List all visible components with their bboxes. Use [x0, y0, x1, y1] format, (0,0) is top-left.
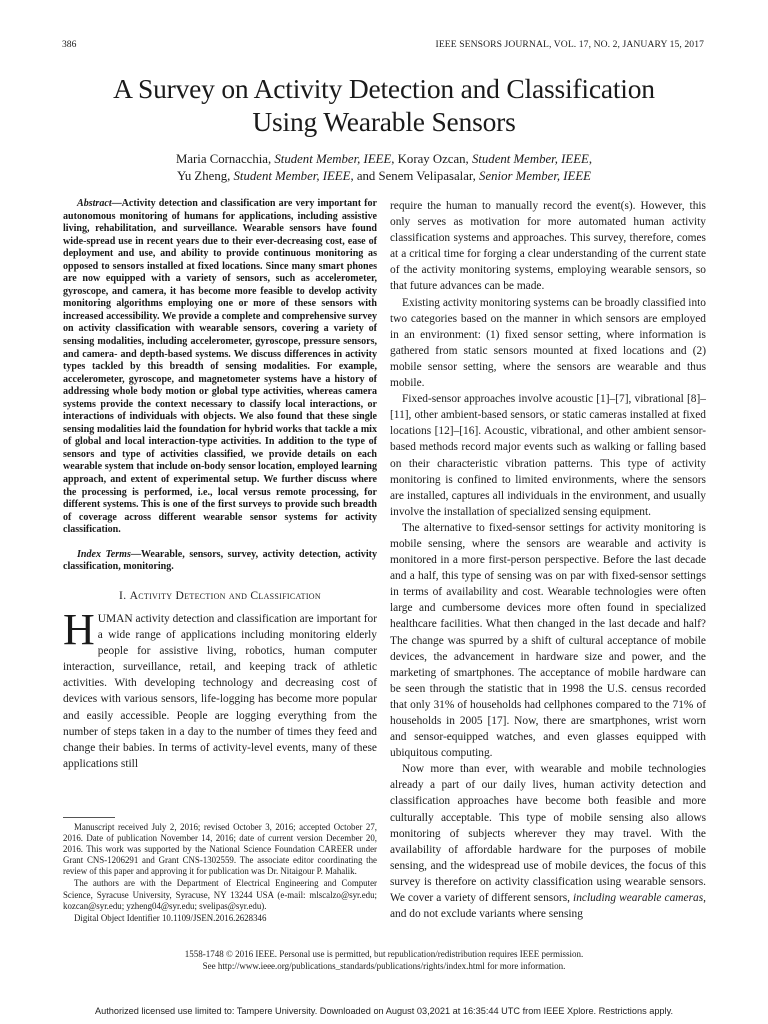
abstract	[63, 198, 377, 537]
body-paragraph	[390, 761, 706, 922]
footnote-rule	[63, 817, 115, 818]
intro-paragraph	[63, 604, 377, 772]
section-numeral: I.	[119, 588, 130, 602]
abstract-dash: —	[111, 198, 122, 209]
index-terms-label: Index Terms	[77, 548, 131, 560]
index-terms-text: Wearable, sensors, survey, activity detection, activity classification, monitoring.	[63, 548, 377, 573]
index-terms	[63, 549, 377, 574]
abstract-text: Activity detection and classification are very important for autonomous monitoring of humans for applications, including assistive living, rehabilitation, and surveillance. Wearable sensors have found wide-spread use in recent years due to their ever-decreasing cost, ease of deployment and use, and ability to provide continuous monitoring as opposed to sensors installed at fixed locations. Since many smart phones are now equipped with a variety of sensors, such as accelerometer, gyroscope, and camera, it has become more feasible to develop activity monitoring algorithms employing one or more of these sensors with increased accessibility. We provide a complete and comprehensive survey on activity classification with wearable sensors, covering a variety of sensing modalities, including accelerometer, gyroscope, pressure sensors, and camera- and depth-based systems. We discuss differences in activity types tackled by this breadth of sensing modalities. For example, accelerometer, gyroscope, and magnetometer systems have a history of addressing whole body motion or global type activities, whereas camera systems provide the context necessary to classify local interactions, or interactions of individuals with objects. We also found that these single sensing modalities laid the foundation for hybrid works that tackle a mix of global and local interaction-type activities. In addition to the type of sensors and type of activities classified, we provide details on each wearable system that include on-body sensor location, employed learning approach, and extent of experimental setup. We further discuss where the processing is performed, i.e., local versus remote processing, for different systems. This is one of the first surveys to provide such breadth of coverage across different wearable sensor systems for activity classification.	[63, 198, 377, 536]
body-paragraph: require the human to manually record the event(s). However, this only serves as motivation for more automated human activity classification systems and approaches. This survey, therefore, comes at a critical time for forging a clear understanding of the current state of the activity monitoring systems, employing wearable sensors, so that future advances can be made.	[390, 200, 706, 293]
left-column	[63, 198, 377, 772]
author-name: Maria Cornacchia,	[175, 152, 275, 166]
body-paragraph: The alternative to fixed-sensor settings for activity monitoring is mobile sensing, where the sensors are wearable and activity is monitored in a more first-person perspective. Before the last decade and a half, this type of sensing was on par with fixed-sensor settings in terms of availability and cost. Wearable technologies were often large and cumbersome devices more often found in specialized healthcare facilities. What then changed in the last decade and half? The change was spurred by a shift of cultural acceptance of mobile devices, the advancement in hardware size and power, and the marketing of smartphones. The acceptance of mobile hardware can be seen through the statistic that in 1998 the U.S. census recorded that only 31% of households had cellphones compared to the 71% of households in 2005 [17]. Now, there are smartphones, wrist worn and sensor-equipped watches, and even glasses equipped with ubiquitous computing.	[390, 521, 706, 760]
body-paragraph: Fixed-sensor approaches involve acoustic [1]–[7], vibrational [8]–[11], other ambient-based sensors, or static cameras installed at fixed locations [12]–[16]. Acoustic, vibrational, and other ambient sensor-based methods record major events such as walking or falling based on their characteristic vibration patterns. This type of activity monitoring is confined to limited environments, where the sensors are installed, captures all individuals in the environment, and usually involve the installation of specialized sensing equipment.	[390, 393, 706, 518]
footnote-doi: Digital Object Identifier 10.1109/JSEN.2016.2628346	[74, 912, 267, 923]
author-role: Senior Member, IEEE	[479, 169, 591, 183]
footnote-manuscript: Manuscript received July 2, 2016; revised October 3, 2016; accepted October 27, 2016. Date of publication November 14, 2016; date of current version December 20, 2016. This work was supported by the National Science Foundation CAREER under Grant CNS-1206291 and Grant CNS-1302559. The associate editor coordinating the review of this paper and approving it for publication was Dr. Nitaigour P. Mahalik.	[63, 822, 377, 877]
footnote-affiliation: The authors are with the Department of Electrical Engineering and Computer Science, Syracuse University, Syracuse, NY 13244 USA (e-mail: mlscalzo@syr.edu; kozcan@syr.edu; yzheng04@syr.edu; svelipas@syr.edu).	[63, 878, 377, 911]
license-notice: Authorized licensed use limited to: Tampere University. Downloaded on August 03,2021 at 16:35:44 UTC from IEEE Xplore. Restrictions apply.	[94, 1006, 674, 1016]
title-line-1: A Survey on Activity Detection and Classification	[113, 73, 655, 104]
title-line-2: Using Wearable Sensors	[252, 106, 516, 137]
drop-cap: H	[63, 604, 95, 654]
author-line-2	[40, 168, 728, 185]
author-name: , Koray Ozcan,	[391, 152, 472, 166]
intro-text: activity detection and classification are important for a wide range of applications including monitoring elderly people for assistive living, robotics, human computer interaction, surveillance, retail, and keeping track of athletic activities. With developing technology and decreasing cost of devices with various sensors, life-logging has become more popular and easily accessible. People are logging everything from the number of steps taken in a day to the number of times they feed and change their babies. In terms of activity-level events, many of these applications still	[63, 612, 377, 770]
first-word: UMAN	[97, 612, 133, 625]
author-role: Student Member, IEEE	[471, 152, 589, 166]
abstract-label: Abstract	[77, 198, 112, 209]
section-heading	[63, 588, 377, 604]
paper-title	[40, 72, 728, 138]
body-text-italic: including wearable cameras	[573, 892, 704, 905]
index-terms-dash: —	[130, 548, 141, 560]
journal-header: IEEE SENSORS JOURNAL, VOL. 17, NO. 2, JANUARY 15, 2017	[435, 39, 704, 50]
footnote	[63, 822, 377, 925]
author-separator: ,	[588, 152, 593, 166]
page-number: 386	[62, 39, 77, 50]
author-line-1	[40, 151, 728, 168]
copyright-line-1: 1558-1748 © 2016 IEEE. Personal use is permitted, but republication/redistribution requires IEEE permission.	[184, 949, 584, 959]
author-role: Student Member, IEEE	[233, 169, 351, 183]
right-column	[390, 198, 706, 922]
author-name: Yu Zheng,	[177, 169, 234, 183]
body-text: Now more than ever, with wearable and mobile technologies already a part of our daily lives, human activity detection and classification approaches have become both feasible and more culturally acceptable. This type of mobile sensing also allows monitoring of subjects wherever they may travel. With the availability of affordable hardware for the purposes of mobile sensing, and the widespread use of mobile devices, the focus of this survey is therefore on activity classification using wearable sensors. We cover a variety of different sensors,	[390, 763, 706, 905]
copyright-line-2: See http://www.ieee.org/publications_standards/publications/rights/index.html for more information.	[202, 960, 566, 971]
body-text: , and do not exclude variants where sensing	[390, 892, 706, 921]
author-list	[40, 151, 728, 185]
author-name: , and Senem Velipasalar,	[350, 169, 480, 183]
body-paragraph: Existing activity monitoring systems can be broadly classified into two categories based on the manner in which sensors are employed in an environment: (1) fixed sensor setting, where information is gathered from static sensors mounted at fixed locations and (2) mobile sensor setting, where the sensors are wearable and thus mobile.	[390, 296, 706, 390]
author-role: Student Member, IEEE	[274, 152, 392, 166]
copyright-notice	[40, 949, 728, 972]
section-title: Activity Detection and Classification	[129, 588, 321, 602]
